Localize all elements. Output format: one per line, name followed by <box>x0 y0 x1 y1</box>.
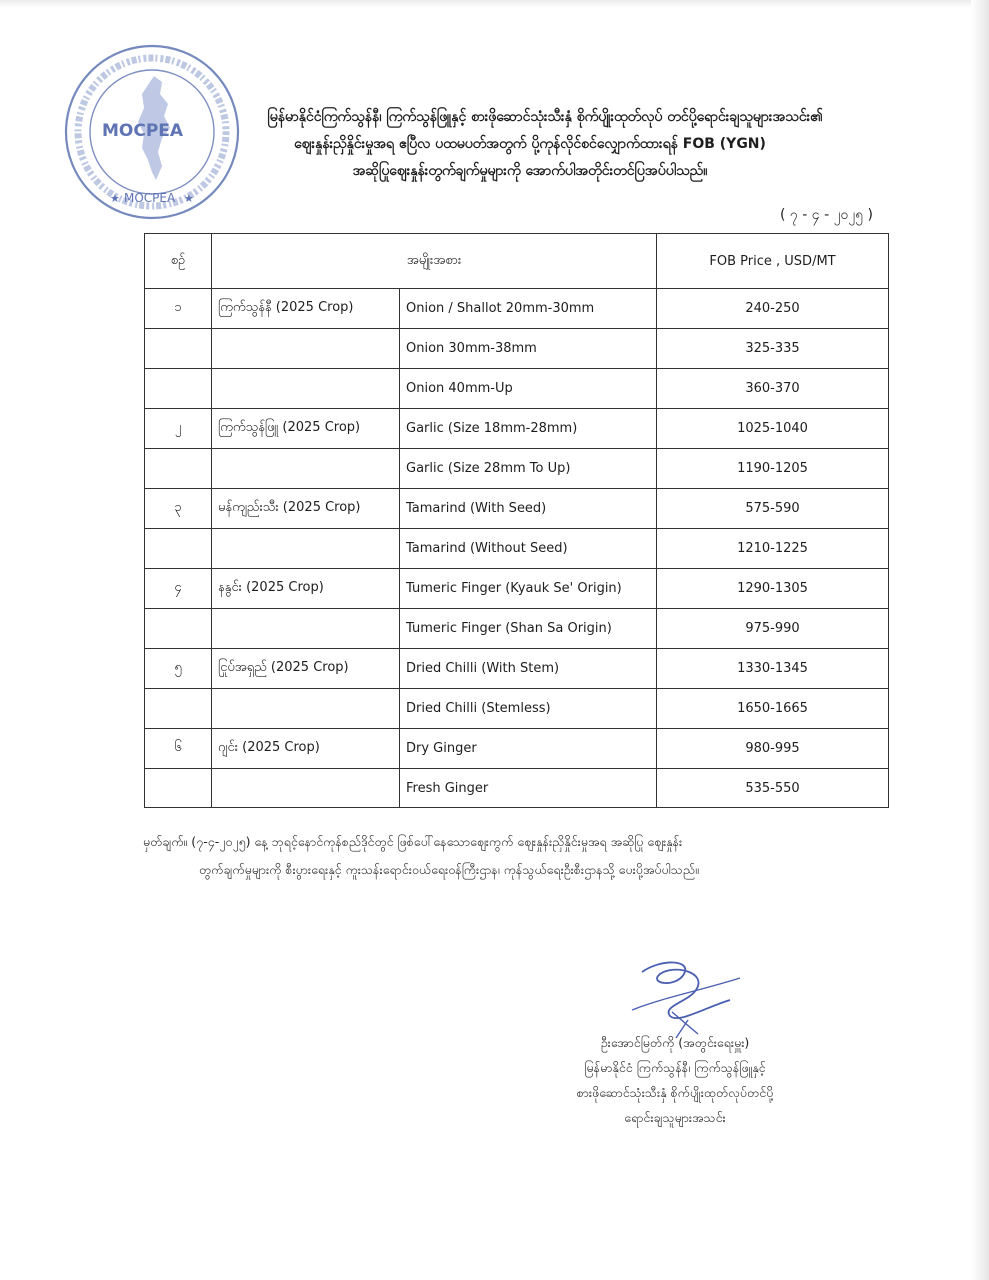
table-header-row <box>145 234 889 289</box>
cell-product <box>212 449 400 489</box>
document-header <box>150 104 910 185</box>
table-row <box>145 329 889 369</box>
cell-product <box>212 369 400 409</box>
cell-variety: Onion 30mm-38mm <box>400 329 657 369</box>
header-line-3: အဆိုပြုဈေးနှုန်းတွက်ချက်မှုများကို အောက်ပါအတိုင်းတင်ပြအပ်ပါသည်။ <box>352 163 708 179</box>
header-line-2: ဈေးနှုန်းညှိနှိုင်းမှုအရ ဧပြီလ ပထမပတ်အတွက် ပို့ကုန်လိုင်စင်လျှောက်ထားရန် FOB (YGN) <box>294 136 766 152</box>
table-row <box>145 769 889 808</box>
remark-line-1: မှတ်ချက်။ (၇-၄-၂၀၂၅) နေ့ ဘုရင့်နောင်ကုန်စည်ဒိုင်တွင် ဖြစ်ပေါ်နေသောဈေးကွက် ဈေးနှုန်းညှိနှိုင်းမှုအရ အဆိုပြု ဈေးနှုန်း <box>143 834 683 849</box>
cell-no: ၂ <box>145 409 212 449</box>
cell-variety: Onion 40mm-Up <box>400 369 657 409</box>
signatory-org-line-1: မြန်မာနိုင်ငံ ကြက်သွန်နီ၊ ကြက်သွန်ဖြူနှင့် <box>584 1060 766 1075</box>
cell-product: နနွင်း (2025 Crop) <box>212 569 400 609</box>
document-date: ( ၇ - ၄ - ၂၀၂၅ ) <box>780 207 873 223</box>
cell-price: 535-550 <box>657 769 889 808</box>
header-no: စဉ် <box>145 234 212 289</box>
table-row <box>145 409 889 449</box>
cell-no: ၅ <box>145 649 212 689</box>
cell-variety: Tamarind (With Seed) <box>400 489 657 529</box>
cell-product <box>212 329 400 369</box>
cell-price: 325-335 <box>657 329 889 369</box>
cell-no <box>145 449 212 489</box>
cell-variety: Onion / Shallot 20mm-30mm <box>400 289 657 329</box>
cell-product: ဂျင်း (2025 Crop) <box>212 729 400 769</box>
cell-no <box>145 609 212 649</box>
cell-product: မန်ကျည်းသီး (2025 Crop) <box>212 489 400 529</box>
scan-right-edge <box>971 0 989 1280</box>
cell-no: ၆ <box>145 729 212 769</box>
cell-price: 1210-1225 <box>657 529 889 569</box>
cell-product <box>212 689 400 729</box>
remark <box>143 828 923 884</box>
cell-price: 1290-1305 <box>657 569 889 609</box>
header-line-1: မြန်မာနိုင်ငံကြက်သွန်နီ၊ ကြက်သွန်ဖြူနှင့် စားဖိုဆောင်သုံးသီးနှံ စိုက်ပျိုးထုတ်လုပ် တင်ပို့ရောင်းချသူများအသင်း၏ <box>267 109 823 125</box>
header-price: FOB Price , USD/MT <box>657 234 889 289</box>
table-row <box>145 369 889 409</box>
seal-bottom-text: MOCPEA <box>124 191 176 205</box>
cell-product: ကြက်သွန်ဖြူ (2025 Crop) <box>212 409 400 449</box>
cell-no <box>145 369 212 409</box>
cell-no: ၄ <box>145 569 212 609</box>
cell-variety: Garlic (Size 28mm To Up) <box>400 449 657 489</box>
cell-price: 980-995 <box>657 729 889 769</box>
cell-price: 1650-1665 <box>657 689 889 729</box>
cell-no: ၃ <box>145 489 212 529</box>
cell-product: ငြုပ်အရှည် (2025 Crop) <box>212 649 400 689</box>
seal-center-text: MOCPEA <box>102 121 184 141</box>
table-row <box>145 689 889 729</box>
price-table <box>144 233 889 808</box>
header-product: အမျိုးအစား <box>212 234 657 289</box>
cell-variety: Dry Ginger <box>400 729 657 769</box>
table-row <box>145 449 889 489</box>
cell-product: ကြက်သွန်နီ (2025 Crop) <box>212 289 400 329</box>
cell-variety: Dried Chilli (With Stem) <box>400 649 657 689</box>
cell-no <box>145 689 212 729</box>
remark-line-2: တွက်ချက်မှုများကို စီးပွားရေးနှင့် ကူးသန်းရောင်းဝယ်ရေးဝန်ကြီးဌာန၊ ကုန်သွယ်ရေးဦးစီးဌာနသို့ ပေးပို့အပ်ပါသည်။ <box>199 862 699 877</box>
cell-variety: Garlic (Size 18mm-28mm) <box>400 409 657 449</box>
table-row <box>145 489 889 529</box>
signatory-org-line-3: ရောင်းချသူများအသင်း <box>624 1110 726 1125</box>
cell-variety: Dried Chilli (Stemless) <box>400 689 657 729</box>
table-row <box>145 729 889 769</box>
table-row <box>145 609 889 649</box>
table-row <box>145 569 889 609</box>
seal-star-right: ★ <box>184 192 194 205</box>
cell-no <box>145 769 212 808</box>
signatory-org-line-2: စားဖိုဆောင်သုံးသီးနှံ စိုက်ပျိုးထုတ်လုပ်တင်ပို့ <box>576 1085 774 1100</box>
signatory-name: ဦးအောင်မြတ်ကို (အတွင်းရေးမှူး) <box>600 1035 750 1050</box>
cell-variety: Tumeric Finger (Shan Sa Origin) <box>400 609 657 649</box>
cell-no <box>145 529 212 569</box>
signature-block <box>545 1030 805 1130</box>
cell-price: 1190-1205 <box>657 449 889 489</box>
cell-no <box>145 329 212 369</box>
cell-product <box>212 609 400 649</box>
cell-price: 1025-1040 <box>657 409 889 449</box>
handwritten-signature <box>612 950 752 1040</box>
table-row <box>145 529 889 569</box>
cell-no: ၁ <box>145 289 212 329</box>
cell-product <box>212 529 400 569</box>
cell-price: 575-590 <box>657 489 889 529</box>
cell-variety: Fresh Ginger <box>400 769 657 808</box>
cell-variety: Tumeric Finger (Kyauk Se' Origin) <box>400 569 657 609</box>
cell-price: 975-990 <box>657 609 889 649</box>
table-row <box>145 289 889 329</box>
scan-top-edge <box>0 0 989 8</box>
cell-product <box>212 769 400 808</box>
table-row <box>145 649 889 689</box>
cell-price: 240-250 <box>657 289 889 329</box>
cell-price: 360-370 <box>657 369 889 409</box>
seal-star-left: ★ <box>110 192 120 205</box>
cell-price: 1330-1345 <box>657 649 889 689</box>
cell-variety: Tamarind (Without Seed) <box>400 529 657 569</box>
